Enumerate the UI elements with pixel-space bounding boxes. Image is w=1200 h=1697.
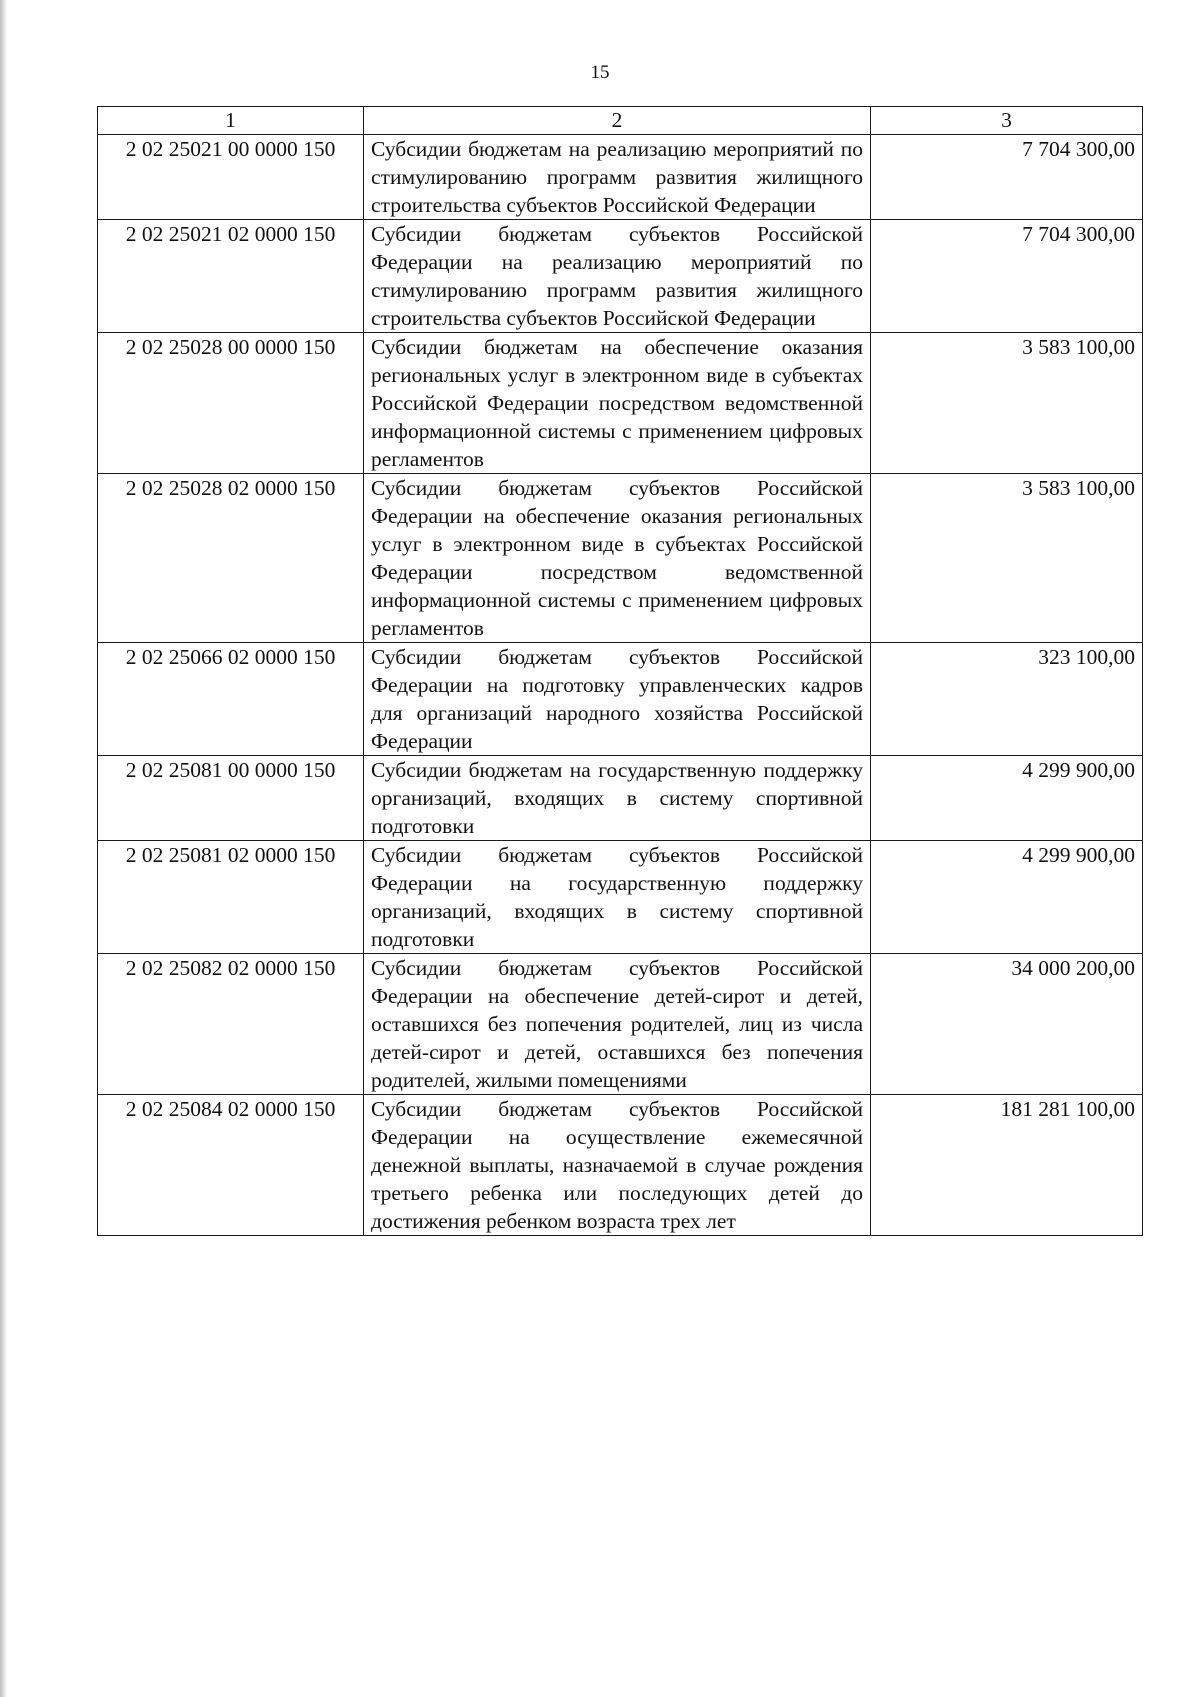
table-row <box>98 756 1143 841</box>
table-row <box>98 333 1143 474</box>
budget-code-cell: 2 02 25028 02 0000 150 <box>98 474 364 643</box>
amount-cell: 7 704 300,00 <box>871 220 1143 333</box>
budget-code-cell: 2 02 25081 02 0000 150 <box>98 841 364 954</box>
amount-cell: 323 100,00 <box>871 643 1143 756</box>
description-cell: Субсидии бюджетам субъектов Российской Федерации на осуществление ежемесячной денежной выплаты, назначаемой в случае рождения третьего ребенка или последующих детей до достижения ребенком возраста трех лет <box>364 1095 871 1236</box>
amount-cell: 34 000 200,00 <box>871 954 1143 1095</box>
description-cell: Субсидии бюджетам субъектов Российской Федерации на реализацию мероприятий по стимулированию программ развития жилищного строительства субъектов Российской Федерации <box>364 220 871 333</box>
description-cell: Субсидии бюджетам субъектов Российской Федерации на подготовку управленческих кадров для организаций народного хозяйства Российской Федерации <box>364 643 871 756</box>
amount-cell: 3 583 100,00 <box>871 333 1143 474</box>
table-row <box>98 643 1143 756</box>
description-cell: Субсидии бюджетам субъектов Российской Федерации на государственную поддержку организаций, входящих в систему спортивной подготовки <box>364 841 871 954</box>
table-row <box>98 135 1143 220</box>
table-row <box>98 841 1143 954</box>
column-header-amount: 3 <box>871 107 1143 135</box>
amount-cell: 3 583 100,00 <box>871 474 1143 643</box>
amount-cell: 4 299 900,00 <box>871 841 1143 954</box>
description-cell: Субсидии бюджетам на обеспечение оказания региональных услуг в электронном виде в субъектах Российской Федерации посредством ведомственной информационной системы с применением цифровых регламентов <box>364 333 871 474</box>
budget-code-cell: 2 02 25021 02 0000 150 <box>98 220 364 333</box>
budget-revenue-table <box>97 106 1143 1236</box>
column-header-description: 2 <box>364 107 871 135</box>
table-row <box>98 1095 1143 1236</box>
description-cell: Субсидии бюджетам субъектов Российской Федерации на обеспечение оказания региональных услуг в электронном виде в субъектах Российской Федерации посредством ведомственной информационной системы с применением цифровых регламентов <box>364 474 871 643</box>
table-row <box>98 474 1143 643</box>
amount-cell: 4 299 900,00 <box>871 756 1143 841</box>
budget-code-cell: 2 02 25081 00 0000 150 <box>98 756 364 841</box>
description-cell: Субсидии бюджетам на государственную поддержку организаций, входящих в систему спортивной подготовки <box>364 756 871 841</box>
budget-code-cell: 2 02 25021 00 0000 150 <box>98 135 364 220</box>
table-header-row <box>98 107 1143 135</box>
budget-code-cell: 2 02 25028 00 0000 150 <box>98 333 364 474</box>
budget-code-cell: 2 02 25066 02 0000 150 <box>98 643 364 756</box>
description-cell: Субсидии бюджетам субъектов Российской Федерации на обеспечение детей-сирот и детей, оставшихся без попечения родителей, лиц из числа детей-сирот и детей, оставшихся без попечения родителей, жилыми помещениями <box>364 954 871 1095</box>
description-cell: Субсидии бюджетам на реализацию мероприятий по стимулированию программ развития жилищного строительства субъектов Российской Федерации <box>364 135 871 220</box>
amount-cell: 7 704 300,00 <box>871 135 1143 220</box>
scan-edge-shadow <box>0 0 7 1697</box>
table-row <box>98 954 1143 1095</box>
budget-code-cell: 2 02 25084 02 0000 150 <box>98 1095 364 1236</box>
page-number: 15 <box>590 62 610 83</box>
table-row <box>98 220 1143 333</box>
budget-code-cell: 2 02 25082 02 0000 150 <box>98 954 364 1095</box>
amount-cell: 181 281 100,00 <box>871 1095 1143 1236</box>
column-header-code: 1 <box>98 107 364 135</box>
